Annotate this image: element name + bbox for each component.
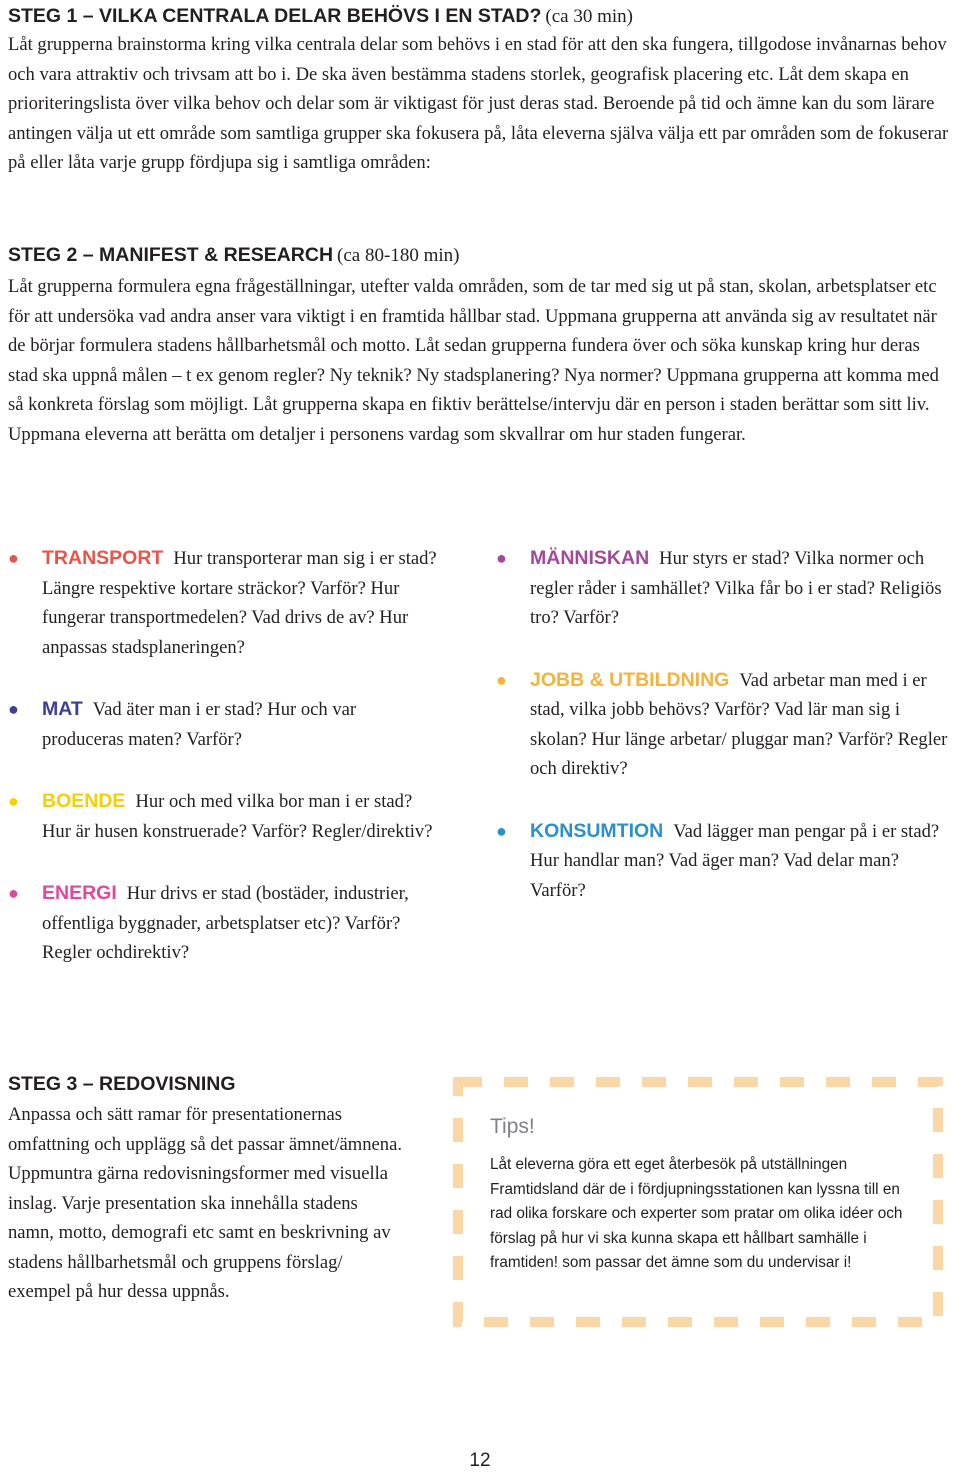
bullet-icon: ● <box>8 883 19 903</box>
topic-konsumtion <box>496 817 954 906</box>
step-1-heading: STEG 1 – VILKA CENTRALA DELAR BEHÖVS I EN STAD? <box>8 5 542 27</box>
topic-label: ENERGI <box>42 882 117 904</box>
step-1-section <box>8 4 952 178</box>
step-1-body: Låt grupperna brainstorma kring vilka centrala delar som behövs i en stad för att den ska fungera, tillgodose invånarnas behov och vara attraktiv och trivsam att bo i. De ska även bestämma stadens storlek, geografisk placering etc. Låt dem skapa en prioriteringslista över vilka behov och delar som är viktigast för just deras stad. Beroende på tid och ämne kan du som lärare antingen välja ut ett område som samtliga grupper ska fokusera på, låta eleverna själva välja ett par områden som de fokuserar på eller låta varje grupp fördjupa sig i samtliga områden: <box>8 34 949 173</box>
topic-label: MAT <box>42 698 83 720</box>
topic-jobb-utbildning <box>496 666 954 784</box>
topic-transport <box>8 544 438 662</box>
step-2-body: Låt grupperna formulera egna frågeställningar, utefter valda områden, som de tar med sig ut på stan, skolan, arbetsplatser etc för att undersöka vad andra anser vara viktigt i en framtida hållbar stad. Uppmana grupperna att använda sig av resultatet när de börjar formulera stadens hållbarhetsmål och motto. Låt sedan grupperna fundera över och söka kunskap kring hur deras stad ska uppnå målen – t ex genom regler? Ny teknik? Ny stadsplanering? Nya normer? Uppmana grupperna att komma med så konkreta förslag som möjligt. Låt grupperna skapa en fiktiv berättelse/intervju där en person i staden berättar som sitt liv. Uppmana eleverna att berätta om detaljer i personens vardag som skvallrar om hur staden fungerar. <box>8 276 939 445</box>
step-3-body: Anpassa och sätt ramar för presentationernas omfattning och upplägg så det passar ämnet/ämnena. Uppmuntra gärna redovisningsformer med visuella inslag. Varje presentation ska innehålla stadens namn, motto, demografi etc samt en beskrivning av stadens hållbarhetsmål och gruppens förslag/ exempel på hur dessa uppnås. <box>8 1104 402 1302</box>
tips-text: Låt eleverna göra ett eget återbesök på utställningen Framtidsland där de i fördjupningsstationen kan lyssna till en rad olika forskare och experter som pratar om olika idéer och förslag på hur vi ska kunna skapa ett hållbart samhälle i framtiden! som passar det ämne som du undervisar i! <box>490 1156 903 1271</box>
topic-text: Vad arbetar man med i er stad, vilka jobb behövs? Varför? Vad lär man sig i skolan? Hur länge arbetar/ pluggar man? Varför? Regler och direktiv? <box>530 669 948 779</box>
page-number: 12 <box>469 1450 491 1471</box>
step-2-heading: STEG 2 – MANIFEST & RESEARCH <box>8 244 334 266</box>
topic-text: Vad lägger man pengar på i er stad? Hur handlar man? Vad äger man? Vad delar man? Varför? <box>530 820 940 901</box>
step-2-section <box>8 240 952 449</box>
step-2-duration: (ca 80-180 min) <box>337 245 460 266</box>
topic-text: Hur och med vilka bor man i er stad? Hur är husen konstruerade? Varför? Regler/direktiv? <box>42 791 433 842</box>
bullet-icon: ● <box>8 548 19 568</box>
topic-mat <box>8 695 438 754</box>
topic-label: BOENDE <box>42 790 126 812</box>
topic-text: Hur transporterar man sig i er stad? Längre respektive kortare sträckor? Varför? Hur fungerar transportmedelen? Vad drivs de av? Hur anpassas stadsplaneringen? <box>42 548 437 658</box>
bullet-icon: ● <box>8 699 19 719</box>
topic-manniskan <box>496 544 954 633</box>
bullet-icon: ● <box>8 791 19 811</box>
topic-label: JOBB & UTBILDNING <box>530 668 730 691</box>
topics-left-column <box>8 544 438 1001</box>
tips-title: Tips! <box>490 1115 535 1138</box>
topics-right-column <box>496 544 954 938</box>
topic-text: Hur drivs er stad (bostäder, industrier, offentliga byggnader, arbetsplatser etc)? Varför? Regler ochdirektiv? <box>42 883 409 963</box>
step-3-heading: STEG 3 – REDOVISNING <box>8 1073 236 1095</box>
step-1-heading-line <box>8 4 952 30</box>
topic-label: KONSUMTION <box>530 819 664 842</box>
bullet-icon: ● <box>496 669 507 690</box>
topic-text: Vad äter man i er stad? Hur och var produceras maten? Varför? <box>42 699 357 750</box>
step-3-section <box>8 1070 408 1307</box>
tips-box <box>453 1077 943 1327</box>
topic-label: MÄNNISKAN <box>530 547 650 569</box>
bullet-icon: ● <box>496 548 507 568</box>
bullet-icon: ● <box>496 820 507 841</box>
step-2-heading-line <box>8 240 952 272</box>
step-1-duration: (ca 30 min) <box>545 6 633 27</box>
topic-energi <box>8 879 438 968</box>
topic-text: Hur styrs er stad? Vilka normer och regler råder i samhället? Vilka får bo i er stad? Religiös tro? Varför? <box>530 548 942 628</box>
step-3-heading-line <box>8 1070 408 1100</box>
topic-boende <box>8 787 438 846</box>
topic-label: TRANSPORT <box>42 547 164 569</box>
